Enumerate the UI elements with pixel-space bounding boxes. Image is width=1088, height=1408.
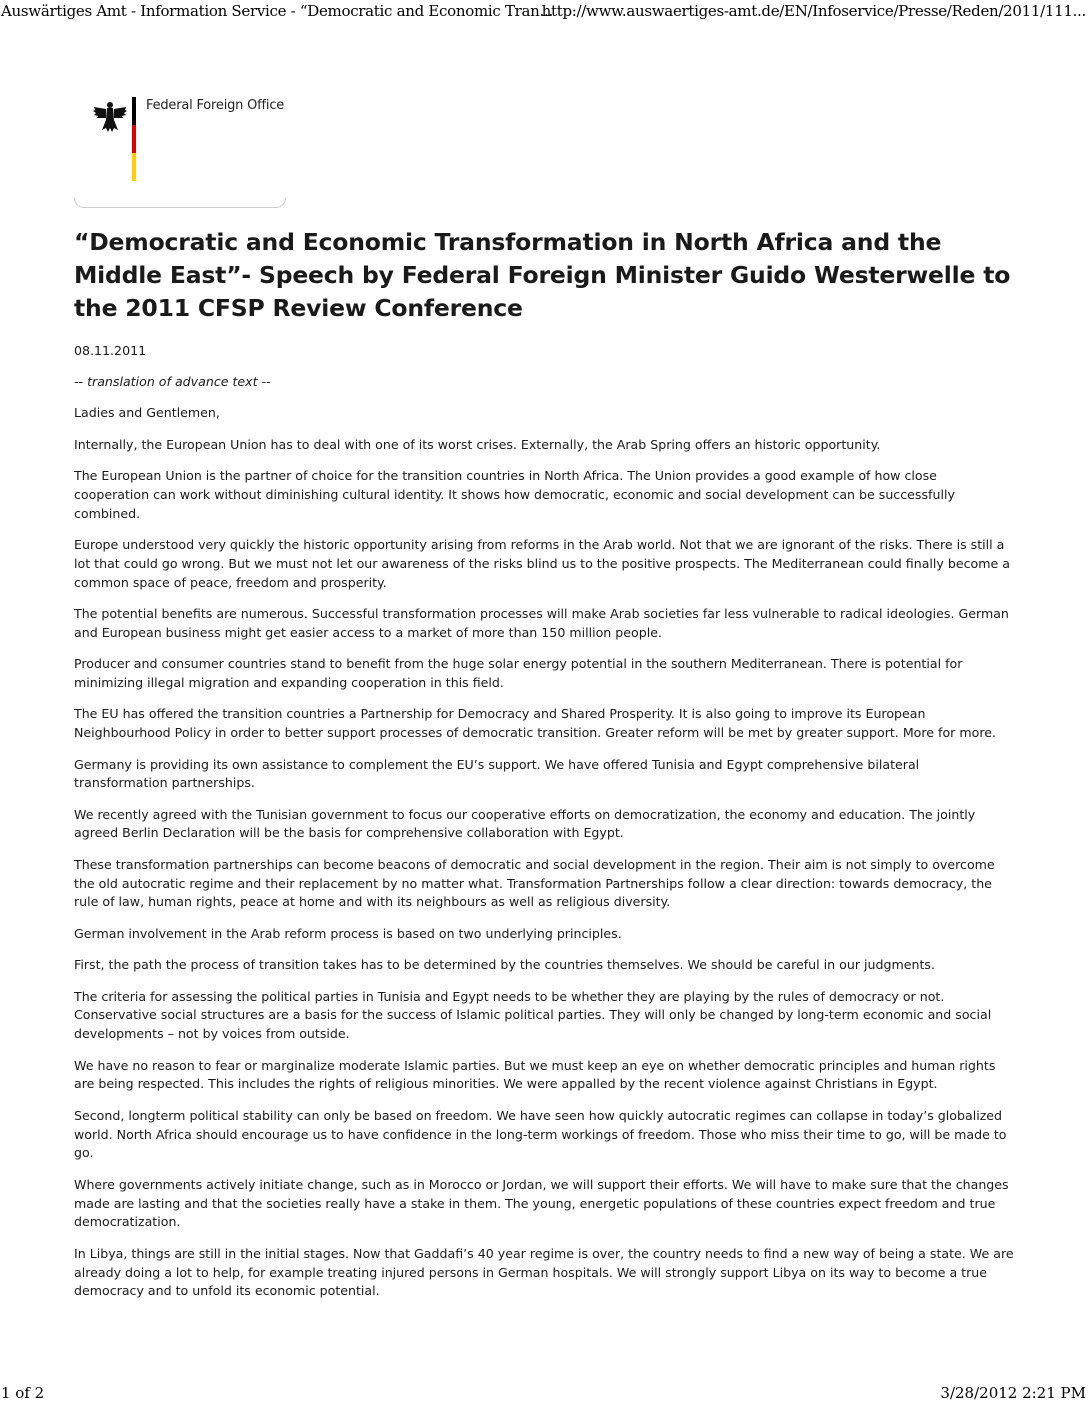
print-header-url: http://www.auswaertiges-amt.de/EN/Infoservice/Presse/Reden/2011/111... xyxy=(541,2,1086,20)
article-paragraph: Ladies and Gentlemen, xyxy=(74,405,220,421)
article-paragraph: The criteria for assessing the political parties in Tunisia and Egypt needs to be whether they are playing by the rules of democracy or not. Conservative social structures are a basis for the success of Islamic political parties. They will only be changed by long-term economic and social developments – not by voices from outside. xyxy=(74,988,992,1042)
print-header xyxy=(0,2,1088,24)
german-flag-stripes xyxy=(132,97,136,181)
article-date: 08.11.2011 xyxy=(74,343,147,358)
article-paragraph: In Libya, things are still in the initial stages. Now that Gaddafi’s 40 year regime is over, the country needs to find a new way of being a state. We are already doing a lot to help, for example treating injured persons in German hospitals. We will strongly support Libya on its way to become a true democracy and to unfold its economic potential. xyxy=(74,1245,1014,1299)
flag-stripe-black xyxy=(132,97,136,125)
article-paragraph: The EU has offered the transition countries a Partnership for Democracy and Shared Prosperity. It is also going to improve its European Neighbourhood Policy in order to better support processes of democratic transition. Greater reform will be met by greater support. More for more. xyxy=(74,706,996,741)
article-paragraph: German involvement in the Arab reform process is based on two underlying principles. xyxy=(74,925,622,941)
article-paragraph: The European Union is the partner of choice for the transition countries in North Africa. The Union provides a good example of how close cooperation can work without diminishing cultural identity. It shows how democratic, economic and social development can be successfully combined. xyxy=(74,467,955,521)
translation-note: -- translation of advance text -- xyxy=(74,373,271,389)
federal-foreign-office-logo[interactable] xyxy=(74,86,286,208)
print-timestamp: 3/28/2012 2:21 PM xyxy=(940,1384,1086,1402)
print-footer xyxy=(0,1384,1088,1406)
article-paragraphs xyxy=(74,404,1014,1301)
article-paragraph: First, the path the process of transition takes has to be determined by the countries themselves. We should be careful in our judgments. xyxy=(74,957,935,973)
flag-stripe-red xyxy=(132,125,136,153)
article-paragraph: The potential benefits are numerous. Successful transformation processes will make Arab societies far less vulnerable to radical ideologies. German and European business might get easier access to a market of more than 150 million people. xyxy=(74,605,1009,640)
flag-stripe-gold xyxy=(132,153,136,181)
logo-frame xyxy=(74,198,286,208)
page-number: 1 of 2 xyxy=(1,1384,45,1402)
article-paragraph: We recently agreed with the Tunisian government to focus our cooperative efforts on democratization, the economy and education. The jointly agreed Berlin Declaration will be the basis for comprehensive collaboration with Egypt. xyxy=(74,806,976,841)
article-paragraph: Second, longterm political stability can only be based on freedom. We have seen how quickly autocratic regimes can collapse in today’s globalized world. North Africa should encourage us to have confidence in the long-term workings of freedom. Those who miss their time to go, will be made to go. xyxy=(74,1107,1007,1161)
logo-text: Federal Foreign Office xyxy=(146,98,285,113)
article-paragraph: Where governments actively initiate change, such as in Morocco or Jordan, we will support their efforts. We will have to make sure that the changes made are lasting and that the societies really have a stake in them. The young, energetic populations of these countries expect freedom and true democratization. xyxy=(74,1176,1009,1230)
article-paragraph: Producer and consumer countries stand to benefit from the huge solar energy potential in the southern Mediterranean. There is potential for minimizing illegal migration and expanding cooperation in this field. xyxy=(74,656,963,690)
page-title: “Democratic and Economic Transformation in North Africa and the Middle East”- Speech by Federal Foreign Minister Guido Westerwelle to the 2011 CFSP Review Conference xyxy=(74,228,1011,322)
article-paragraph: We have no reason to fear or marginalize moderate Islamic parties. But we must keep an eye on whether democratic principles and human rights are being respected. This includes the rights of religious minorities. We were appalled by the recent violence against Christians in Egypt. xyxy=(74,1057,996,1092)
article-body xyxy=(74,342,1014,1314)
article-paragraph: Internally, the European Union has to deal with one of its worst crises. Externally, the Arab Spring offers an historic opportunity. xyxy=(74,436,881,452)
print-header-title: Auswärtiges Amt - Information Service - “Democratic and Economic Tran... xyxy=(1,2,553,20)
article-paragraph: Germany is providing its own assistance to complement the EU’s support. We have offered Tunisia and Egypt comprehensive bilateral transformation partnerships. xyxy=(74,756,920,791)
article-paragraph: Europe understood very quickly the historic opportunity arising from reforms in the Arab world. Not that we are ignorant of the risks. There is still a lot that could go wrong. But we must not let our awareness of the risks blind us to the positive prospects. The Mediterranean could finally become a common space of peace, freedom and prosperity. xyxy=(74,536,1010,590)
article-paragraph: These transformation partnerships can become beacons of democratic and social development in the region. Their aim is not simply to overcome the old autocratic regime and their replacement by no matter what. Transformation Partnerships follow a clear direction: towards democracy, the rule of law, human rights, peace at home and with its neighbours as well as religious diversity. xyxy=(74,856,995,910)
federal-eagle-icon xyxy=(92,98,128,134)
